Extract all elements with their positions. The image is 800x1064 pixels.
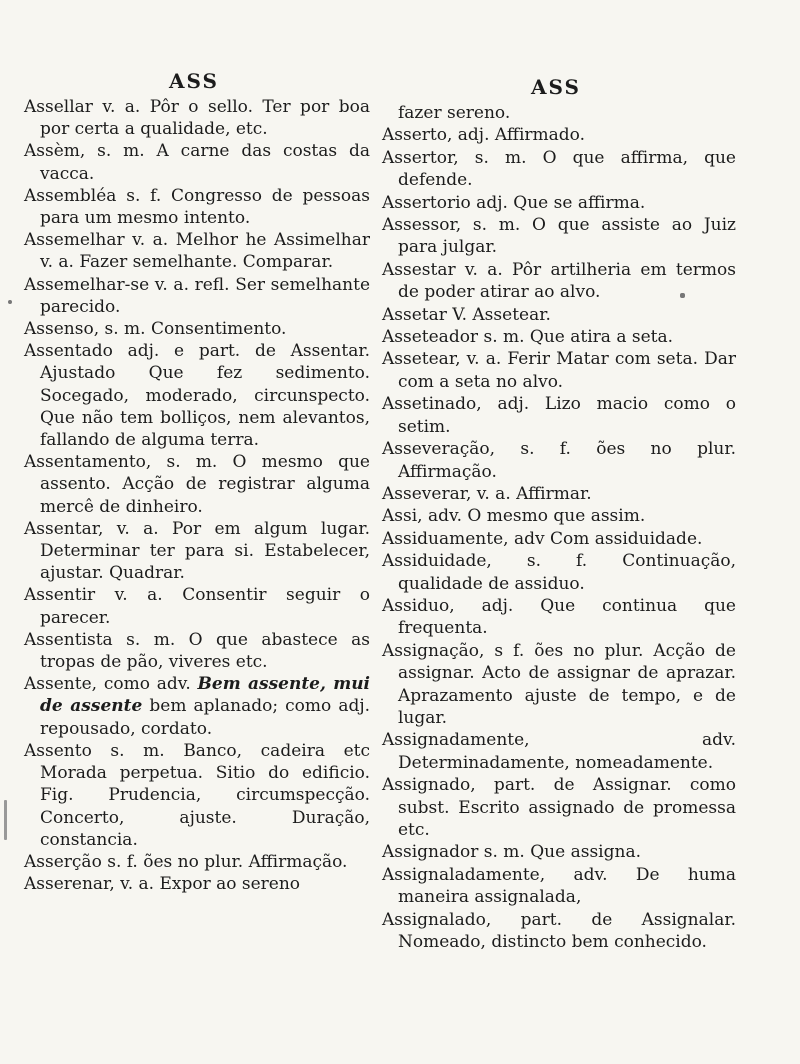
headword: Asserto (382, 125, 447, 146)
definition: s. f. Congresso de pessoas para um mesmo intento. (40, 185, 370, 229)
headword: Assentista (24, 629, 113, 650)
definition: , v. a. Affirmar. (465, 483, 592, 504)
headword: Assentar (24, 518, 98, 539)
definition: s. m. Banco, cadeira etc Morada perpetua. Sitio do edificio. Fig. Prudencia, circumspecção. Concerto, ajuste. Duração, constancia. (40, 740, 370, 850)
dictionary-entry (18, 96, 370, 140)
dictionary-entry (18, 673, 370, 740)
dictionary-entry (376, 729, 736, 774)
definition: , como adv. (91, 674, 198, 695)
headword: Assignação (382, 640, 480, 661)
headword: Asseteador (382, 327, 479, 348)
headword: Asserção (24, 851, 102, 872)
dictionary-entry (18, 629, 370, 673)
headword: Assemelhar-se (24, 274, 150, 295)
headword: Assentado (24, 341, 113, 362)
definition: , s f. ões no plur. Acção de assignar. Acto de assignar de aprazar. Aprazamento ajuste de tempo, e de lugar. (398, 640, 736, 728)
headword: Assetear (382, 349, 456, 370)
dictionary-entry (18, 140, 370, 184)
dictionary-entry (376, 841, 736, 863)
right-entries (376, 102, 736, 953)
headword: Assertor (382, 147, 454, 168)
definition: s. m. Que assigna. (478, 842, 641, 863)
dictionary-entry (376, 483, 736, 505)
headword: Assignador (382, 842, 479, 863)
dictionary-entry (376, 393, 736, 438)
definition: , s. m. O que assiste ao Juiz para julgar. (398, 215, 736, 258)
definition: , s. m. Consentimento. (93, 319, 287, 340)
headword: Assessor (382, 215, 456, 236)
headword: Asseveração (382, 439, 490, 460)
dictionary-entry (18, 318, 370, 340)
definition: adj. Que se affirma. (470, 192, 646, 213)
dictionary-entry (376, 909, 736, 954)
headword: Asseverar (382, 483, 466, 504)
dictionary-entry (18, 451, 370, 518)
dictionary-entry (18, 740, 370, 851)
definition: s. m. O que abastece as tropas de pão, viveres etc. (40, 629, 370, 673)
definition: v. a. Melhor he Assimelhar v. a. Fazer semelhante. Comparar. (40, 230, 370, 273)
headword: Assi (382, 506, 418, 527)
headword: Assellar (24, 97, 93, 117)
headword: Assente (24, 674, 92, 695)
right-column (376, 66, 736, 953)
definition: , adv. O mesmo que assim. (417, 506, 646, 527)
dictionary-entry (18, 229, 370, 273)
dictionary-entry (376, 192, 736, 214)
headword: Assertorio (382, 192, 471, 213)
headword: Assetar (382, 304, 447, 325)
ink-speck (8, 300, 12, 304)
dictionary-entry (376, 348, 736, 393)
headword: Assentamento (24, 452, 146, 473)
dictionary-entry (376, 124, 736, 146)
definition: , s. m. O mesmo que assento. Acção de registrar alguma mercê de dinheiro. (40, 452, 370, 517)
italic-phrase: Bem assente, mui de assente (40, 674, 371, 717)
headword: Assiduo (382, 595, 450, 616)
dictionary-entry (376, 595, 736, 640)
ink-speck (680, 293, 685, 298)
definition: s. f. ões no plur. Affirmação. (101, 851, 348, 872)
definition: adj. e part. de Assentar. Ajustado Que fez sedimento. Socegado, moderado, circunspecto. Que não tem bolliços, nem alevantos, fallando de alguma terra. (40, 341, 370, 451)
definition: , part. de Assignalar. Nomeado, distincto bem conhecido. (398, 909, 736, 953)
dictionary-entry (18, 851, 370, 873)
definition: , v. a. Por em algum lugar. Determinar ter para si. Estabelecer, ajustar. Quadrar. (40, 518, 370, 584)
continued-text: fazer sereno. (398, 103, 511, 123)
headword: Assento (24, 740, 92, 761)
dictionary-entry (376, 528, 736, 550)
dictionary-entry (376, 147, 736, 192)
dictionary-entry (376, 774, 736, 841)
headword: Assetinado (382, 394, 477, 415)
dictionary-entry (18, 185, 370, 229)
definition: , adv. Determinadamente, nomeadamente. (398, 730, 736, 773)
headword: Asserenar (24, 874, 110, 895)
definition: , adv Com assiduidade. (503, 528, 703, 549)
definition: s. m. Que atira a seta. (478, 327, 674, 348)
headword: Assignadamente (382, 730, 525, 751)
headword: Assestar (382, 259, 456, 280)
dictionary-entry (18, 340, 370, 451)
dictionary-entry (376, 864, 736, 909)
definition: , adv. De huma maneira assignalada, (398, 864, 736, 908)
left-column (18, 66, 370, 895)
definition: v. a. refl. Ser semelhante parecido. (40, 274, 370, 317)
definition: , s. m. A carne das costas da vacca. (40, 141, 370, 184)
dictionary-entry (18, 518, 370, 585)
headword: Assèm (24, 141, 80, 162)
left-entries (18, 96, 370, 895)
definition: , part. de Assignar. como subst. Escrito assignado de promessa etc. (398, 775, 736, 840)
dictionary-entry (376, 438, 736, 483)
dictionary-entry (376, 214, 736, 259)
definition: , v. a. Expor ao sereno (109, 874, 301, 895)
headword: Assemelhar (24, 230, 125, 251)
dictionary-entry (376, 640, 736, 730)
right-running-header: ASS (531, 75, 581, 99)
page-edge-mark (4, 800, 7, 840)
dictionary-entry (18, 584, 370, 628)
definition: , adj. Lizo macio como o setim. (398, 394, 736, 437)
definition: , s. f. Continuação, qualidade de assiduo. (398, 551, 736, 594)
headword: Assenso (24, 319, 94, 340)
definition: V. Assetear. (446, 304, 551, 325)
definition: , v. a. Ferir Matar com seta. Dar com a seta no alvo. (398, 349, 736, 392)
definition: , s. f. ões no plur. Affirmação. (398, 439, 736, 482)
headword: Assembléa (24, 185, 117, 206)
dictionary-entry (376, 326, 736, 348)
left-running-header: ASS (169, 69, 219, 93)
definition: , adj. Affirmado. (446, 125, 585, 146)
definition: v. a. Pôr o sello. Ter por boa por certa a qualidade, etc. (40, 97, 370, 140)
headword: Assiduamente (382, 528, 504, 549)
definition: v. a. Pôr artilheria em termos de poder atirar ao alvo. (398, 259, 736, 303)
headword: Assentir (24, 585, 96, 606)
dictionary-entry (376, 304, 736, 326)
definition: , adj. Que continua que frequenta. (398, 595, 736, 639)
headword: Assignalado (382, 909, 486, 930)
headword: Assignaladamente (382, 864, 540, 885)
dictionary-entry (18, 873, 370, 895)
headword: Assignado (382, 775, 471, 796)
dictionary-entry (18, 274, 370, 318)
definition: v. a. Consentir seguir o parecer. (40, 585, 370, 628)
headword: Assiduidade (382, 551, 487, 572)
dictionary-entry (376, 550, 736, 595)
definition: , s. m. O que affirma, que defende. (398, 147, 736, 191)
definition-continued: bem aplanado; como adj. repousado, cordato. (40, 696, 371, 739)
dictionary-entry (376, 505, 736, 527)
